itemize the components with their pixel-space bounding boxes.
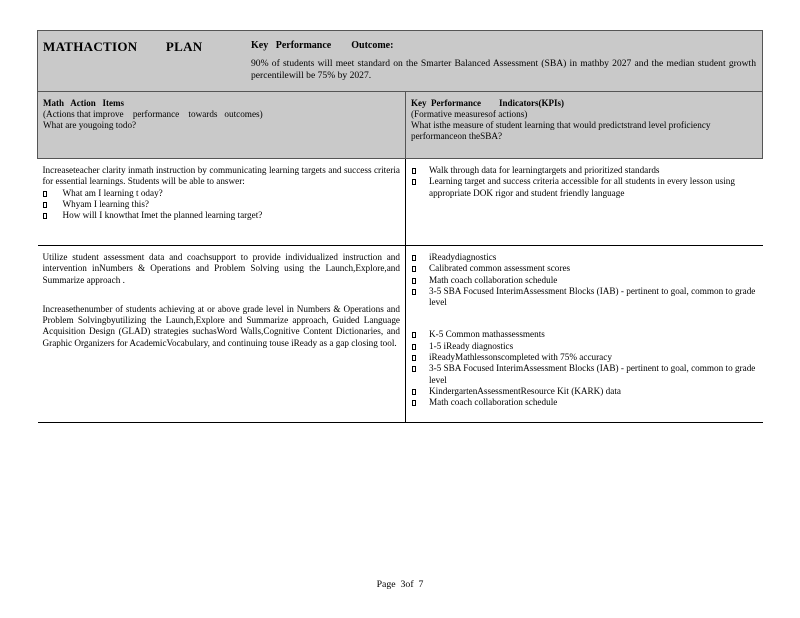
list-item: iReadyMathlessonscompleted with 75% accuracy — [411, 352, 758, 363]
checkbox-glyph-icon — [412, 389, 416, 395]
checkbox-glyph-icon — [412, 400, 416, 406]
list-item: Whyam I learning this? — [43, 199, 401, 210]
row2-kpis — [406, 246, 763, 423]
list-item: Walk through data for learningtargets and prioritized standards — [411, 165, 758, 176]
row1-kpis — [406, 159, 763, 246]
header-actions-line2: What are yougoing todo? — [43, 120, 137, 130]
checkbox-glyph-icon — [43, 213, 47, 219]
table-row — [38, 246, 763, 423]
kpi-list — [411, 165, 758, 199]
list-item: 3-5 SBA Focused InterimAssessment Blocks (IAB) - pertinent to goal, common to grade level — [411, 363, 758, 386]
list-item: Learning target and success criteria accessible for all students in every lesson using appropriate DOK rigor and student friendly language — [411, 176, 758, 199]
checkbox-glyph-icon — [412, 179, 416, 185]
header-actions-line1: (Actions that improve performance towards outcomes) — [43, 109, 263, 119]
checkbox-glyph-icon — [412, 278, 416, 284]
header-kpis-line2: What isthe measure of student learning that would predictstrand level proficiency performanceon theSBA? — [411, 120, 711, 141]
row1-intro: Increaseteacher clarity inmath instruction by communicating learning targets and success criteria for essential learnings. Students will be able to answer: — [42, 165, 400, 187]
list-item: iReadydiagnostics — [411, 252, 758, 263]
kpi-list-a — [411, 252, 758, 308]
list-item: 1-5 iReady diagnostics — [411, 341, 758, 352]
row2-actions — [38, 246, 406, 423]
row2-para2: Increasethenumber of students achieving at or above grade level in Numbers & Operations and Problem Solvingbyutilizing the Launch,Explore and Summarize approach, Guided Language Acquisition Design (GLAD) strategies suchasWord Walls,Cognitive Content Dictionaries, and Graphic Organizers for AcademicVocabulary, and continuing touse iReady as a gap closing tool. — [42, 303, 400, 348]
header-kpis — [406, 92, 763, 159]
plan-title: MATHACTION PLAN — [43, 39, 203, 54]
list-item: What am I learning t oday? — [43, 188, 401, 199]
row1-actions — [38, 159, 406, 246]
list-item: K-5 Common mathassessments — [411, 329, 758, 340]
list-item: Math coach collaboration schedule — [411, 275, 758, 286]
header-kpis-line1: (Formative measuresof actions) — [411, 109, 528, 119]
checkbox-glyph-icon — [412, 355, 416, 361]
list-item: How will I knowthat Imet the planned learning target? — [43, 210, 401, 221]
list-item: KindergartenAssessmentResource Kit (KARK) data — [411, 386, 758, 397]
action-plan-table — [37, 30, 763, 423]
kpo-label: Key Performance Outcome: — [251, 40, 394, 51]
header-actions-title: Math Action Items — [43, 98, 124, 108]
list-item: 3-5 SBA Focused InterimAssessment Blocks (IAB) - pertinent to goal, common to grade level — [411, 286, 758, 309]
checkbox-glyph-icon — [43, 191, 47, 197]
checkbox-glyph-icon — [412, 344, 416, 350]
checkbox-glyph-icon — [412, 168, 416, 174]
row2-para1: Utilize student assessment data and coachsupport to provide individualized instruction and intervention inNumbers & Operations and Problem Solving using the Launch,Explore,and Summarize approach . — [42, 252, 400, 285]
list-item: Calibrated common assessment scores — [411, 263, 758, 274]
checkbox-glyph-icon — [412, 332, 416, 338]
list-item: Math coach collaboration schedule — [411, 397, 758, 408]
kpo-text: 90% of students will meet standard on the Smarter Balanced Assessment (SBA) in mathby 2027 and the median student growth percentilewill be 75% by 2027. — [251, 58, 756, 81]
page-number: Page 3of 7 — [376, 579, 424, 590]
header-kpis-title: Key Performance Indicators(KPIs) — [411, 98, 564, 108]
question-list — [43, 188, 401, 222]
checkbox-glyph-icon — [412, 255, 416, 261]
checkbox-glyph-icon — [412, 366, 416, 372]
checkbox-glyph-icon — [412, 266, 416, 272]
checkbox-glyph-icon — [43, 202, 47, 208]
title-banner — [38, 31, 763, 92]
kpi-list-b — [411, 329, 758, 408]
checkbox-glyph-icon — [412, 289, 416, 295]
table-row — [38, 159, 763, 246]
header-actions — [38, 92, 406, 159]
